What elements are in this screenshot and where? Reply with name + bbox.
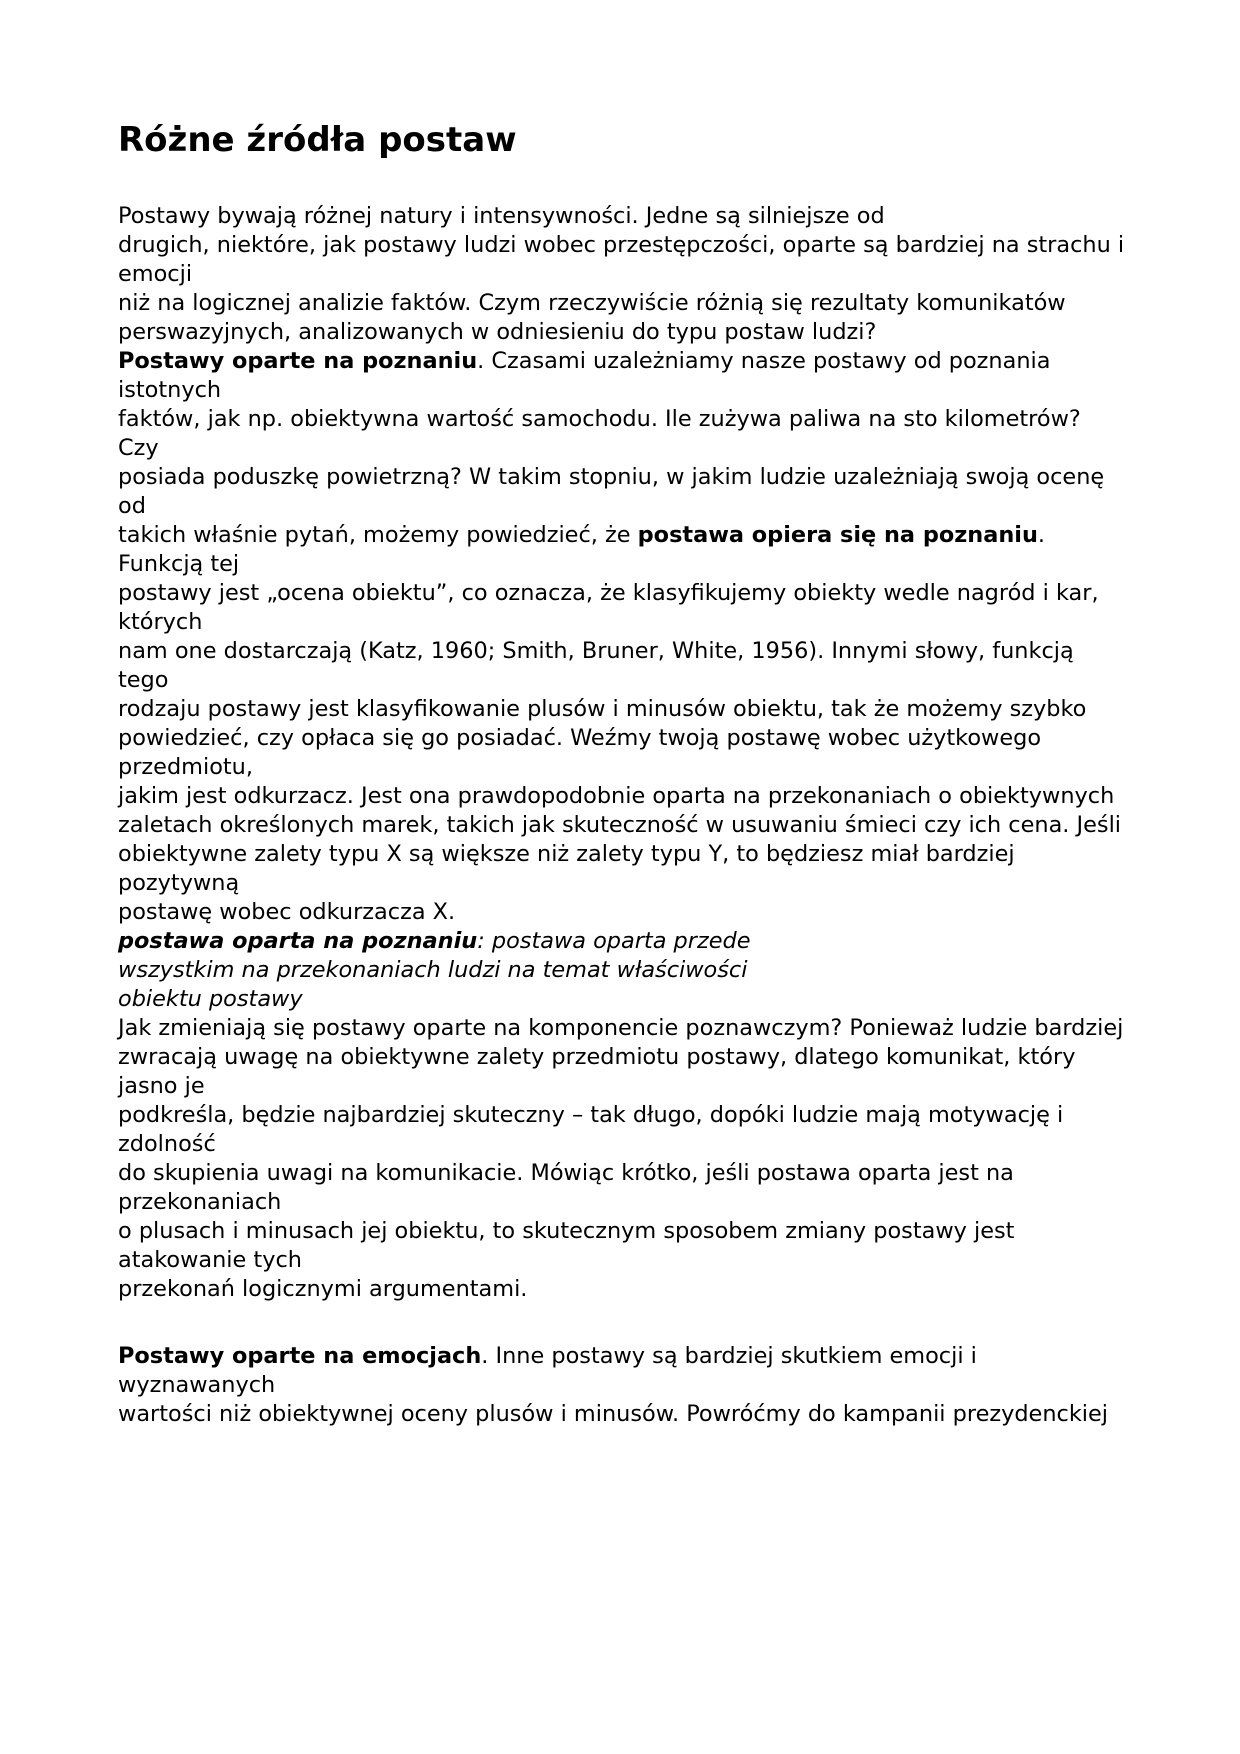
text-line: posiada poduszkę powietrzną? W takim stopniu, w jakim ludzie uzależniają swoją ocenę od — [118, 464, 1105, 519]
mixed-bold: postawa opiera się na poznaniu — [637, 522, 1038, 548]
mixed-pre: takich właśnie pytań, możemy powiedzieć, że — [118, 522, 638, 548]
text-line: jakim jest odkurzacz. Jest ona prawdopodobnie oparta na przekonaniach o obiektywnych — [118, 783, 1115, 809]
text-line-mixed — [118, 521, 1128, 579]
text-line: Jak zmieniają się postawy oparte na komponencie poznawczym? Ponieważ ludzie bardziej — [118, 1015, 1124, 1041]
text-line: przekonań logicznymi argumentami. — [118, 1276, 528, 1302]
text-line: zwracają uwagę na obiektywne zalety przedmiotu postawy, dlatego komunikat, który jasno je — [118, 1044, 1076, 1099]
definition-line: wszystkim na przekonaniach ludzi na temat właściwości — [118, 957, 748, 983]
definition-rest: : postawa oparta przede — [477, 928, 751, 954]
cognitive-heading-rest: . Czasami uzależniamy nasze postawy od poznania istotnych — [118, 348, 1051, 403]
text-line: postawy jest „ocena obiektu”, co oznacza, że klasyfikujemy obiekty wedle nagród i kar, których — [118, 580, 1099, 635]
text-line: do skupienia uwagi na komunikacie. Mówiąc krótko, jeśli postawa oparta jest na przekonaniach — [118, 1160, 1014, 1215]
text-line: powiedzieć, czy opłaca się go posiadać. Weźmy twoją postawę wobec użytkowego przedmiotu, — [118, 725, 1042, 780]
document-page — [118, 118, 1128, 1429]
text-line: perswazyjnych, analizowanych w odniesieniu do typu postaw ludzi? — [118, 319, 877, 345]
text-line: nam one dostarczają (Katz, 1960; Smith, Bruner, White, 1956). Innymi słowy, funkcją tego — [118, 638, 1074, 693]
definition-term: postawa oparta na poznaniu — [118, 928, 478, 954]
paragraph-emotional — [118, 1342, 1128, 1429]
text-line: o plusach i minusach jej obiektu, to skutecznym sposobem zmiany postawy jest atakowanie tych — [118, 1218, 1015, 1273]
paragraph-cognitive — [118, 202, 1128, 1304]
text-line: wartości niż obiektywnej oceny plusów i minusów. Powróćmy do kampanii prezydenckiej — [118, 1401, 1109, 1427]
paragraph-spacer — [118, 1304, 1128, 1342]
text-line: Postawy bywają różnej natury i intensywności. Jedne są silniejsze od — [118, 203, 885, 229]
document-title: Różne źródła postaw — [118, 120, 517, 160]
emotional-heading-rest: . Inne postawy są bardziej skutkiem emocji i wyznawanych — [118, 1343, 977, 1398]
text-line-heading — [118, 347, 1128, 405]
text-line: niż na logicznej analizie faktów. Czym rzeczywiście różnią się rezultaty komunikatów — [118, 290, 1066, 316]
text-line: podkreśla, będzie najbardziej skuteczny – tak długo, dopóki ludzie mają motywację i zdolność — [118, 1102, 1064, 1157]
mixed-post: . Funkcją tej — [118, 522, 1046, 577]
definition-line: obiektu postawy — [118, 986, 303, 1012]
text-line: faktów, jak np. obiektywna wartość samochodu. Ile zużywa paliwa na sto kilometrów? Czy — [118, 406, 1081, 461]
text-line: postawę wobec odkurzacza X. — [118, 899, 456, 925]
emotional-heading: Postawy oparte na emocjach — [118, 1343, 482, 1369]
text-line: rodzaju postawy jest klasyfikowanie plusów i minusów obiektu, tak że możemy szybko — [118, 696, 1087, 722]
text-line: obiektywne zalety typu X są większe niż zalety typu Y, to będziesz miał bardziej pozytywną — [118, 841, 1015, 896]
cognitive-heading: Postawy oparte na poznaniu — [118, 348, 478, 374]
text-line: zaletach określonych marek, takich jak skuteczność w usuwaniu śmieci czy ich cena. Jeśli — [118, 812, 1122, 838]
text-line-heading — [118, 1342, 1128, 1400]
definition-line — [118, 927, 1128, 956]
text-line: drugich, niektóre, jak postawy ludzi wobec przestępczości, oparte są bardziej na strachu i emocji — [118, 232, 1125, 287]
